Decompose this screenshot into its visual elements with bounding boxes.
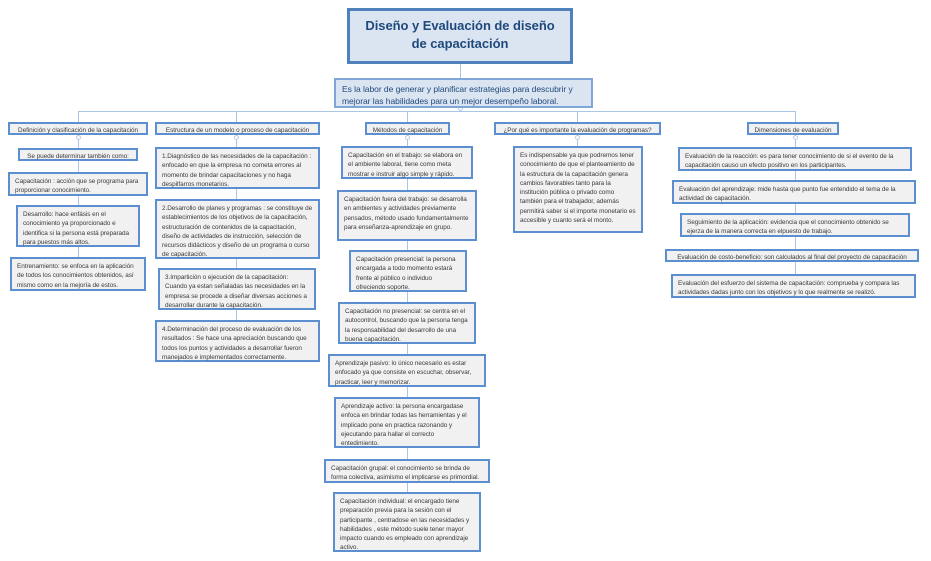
branch-header-label: Métodos de capacitación [372, 127, 443, 134]
branch-header-dimensiones[interactable] [747, 122, 839, 135]
topic-text: Evaluación de la reacción: es para tener conocimiento de si el evento de la capacitación causo un efecto positivo en los participantes. [685, 153, 894, 170]
topic-text: Capacitación grupal: el conocimiento se brinda de forma colectiva, asimismo el implicarse es primordial. [331, 465, 480, 482]
collapse-handle[interactable] [234, 135, 239, 140]
topic-text: Evaluación de costo-beneficio: son calculados al final del proyecto de capacitación [677, 254, 907, 261]
collapse-handle[interactable] [405, 135, 410, 140]
branch-header-metodos[interactable] [365, 122, 450, 135]
topic-text: Capacitación individual: el encargado tiene preparación previa para la sesión con el participante , centradose en las necesidades y habilidades , este método suele tener mayor impacto cuando es empleado con aprendizaje activo. [340, 498, 470, 552]
topic-node[interactable] [672, 180, 916, 204]
topic-node[interactable] [18, 148, 138, 161]
topic-node[interactable] [158, 268, 316, 310]
topic-node[interactable] [678, 147, 912, 171]
topic-node[interactable] [10, 257, 146, 291]
branch-header-estructura[interactable] [155, 122, 320, 135]
topic-node[interactable] [665, 249, 919, 262]
collapse-handle[interactable] [575, 135, 580, 140]
topic-text: Evaluación del esfuerzo del sistema de capacitación: comprueba y compara las actividades dadas junto con los objetivos y lo que realmente se realizó. [678, 280, 900, 297]
topic-text: Se puede determinar también como: [27, 153, 129, 160]
branch-header-label: Definición y clasificación de la capacitación [18, 127, 138, 134]
topic-node[interactable] [333, 492, 481, 552]
topic-node[interactable] [334, 397, 480, 448]
topic-text: Evaluación del aprendizaje: mide hasta que punto fue entendido el tema de la actividad de capacitación. [679, 186, 896, 203]
connector [407, 111, 408, 122]
topic-node[interactable] [16, 205, 140, 247]
collapse-handle[interactable] [76, 135, 81, 140]
root-title[interactable] [347, 8, 573, 64]
root-description-text: Es la labor de generar y planificar estrategias para descubrir y mejorar las habilidades para un mejor desempeño laboral. [342, 84, 573, 106]
topic-node[interactable] [324, 459, 490, 483]
topic-text: Capacitación en el trabajo: se elabora en el ambiente laboral, tiene como meta mostrar e instruir algo simple y rápido. [348, 152, 463, 178]
topic-text: 3.Impartición o ejecución de la capacitación: Cuando ya estan señaladas las necesidades en la empresa se procede a diseñar diversas acciones a desarrollar durante la capacitación. [165, 274, 307, 309]
topic-text: 2.Desarrollo de planes y programas : se constituye de establecimientos de los objetivos de la capacitación, estructuración de contenidos de la capacitación, diseño de actividades de instrucción, selección de recursos didácticos y diseño de un programa o curso de capacitación. [162, 205, 313, 259]
connector [78, 111, 79, 122]
topic-text: Entrenamiento: se enfoca en la aplicación de todos los conocimientos obtenidos, así mismo como en la mejoría de estos. [17, 263, 134, 289]
topic-text: Seguimiento de la aplicación: evidencia que el conocimiento obtenido se ejerza de la manera correcta en elpuesto de trabajo. [687, 219, 889, 236]
topic-node[interactable] [349, 250, 467, 292]
topic-text: 4.Determinación del proceso de evaluación de los resultados : Se hace una apreciación buscando que todos los puntos y actividades a desarrollar fueron manejados e implementados correctamente. [162, 326, 307, 361]
connector [236, 111, 237, 122]
topic-text: 1.Diagnóstico de las necesidades de la capacitación : enfocado en que la empresa no cometa errores al momento de brindar capacitaciones y no haga despilfarros monetarios. [162, 153, 312, 188]
branch-header-importancia[interactable] [494, 122, 661, 135]
branch-header-definicion[interactable] [8, 122, 148, 135]
topic-node[interactable] [155, 199, 320, 259]
connector [577, 111, 578, 122]
topic-node[interactable] [155, 147, 320, 189]
branch-header-label: Dimensiones de evaluación [754, 127, 832, 134]
topic-text: Capacitación fuera del trabajo: se desarrolla en ambientes y actividades previamente pensados, método usado fundamentalmente para enseñanza-aprendizaje en grupo. [344, 196, 469, 231]
topic-text: Desarrollo: hace enfásis en el conocimiento ya proporcionado e identifica si la persona está preparada para puestos más altos. [23, 211, 130, 246]
topic-node[interactable] [337, 190, 477, 241]
topic-node[interactable] [155, 320, 320, 362]
topic-text: Es indispensable ya que podremos tener conocimiento de que el planteamiento de la estructura de la capacitación genera cambios favorables tanto para la institución pública o privado como también para el trabajador, además permitirá saber si el importe monetario es accesible y cuanto será el monto. [520, 152, 636, 224]
connector [795, 111, 796, 122]
topic-text: Aprendizaje activo: la persona encargadase enfoca en brindar todas las herramientas y el implicado pone en practica razonando y ejecutando para hallar el correcto entedimiento. [341, 403, 467, 448]
topic-node[interactable] [8, 172, 148, 196]
branch-header-label: Estructura de un modelo o proceso de capacitación [165, 127, 310, 134]
topic-node[interactable] [680, 213, 910, 237]
topic-text: Capacitación : acción que se programa para proporcionar conocimiento. [15, 178, 139, 195]
connector [460, 64, 461, 78]
topic-node[interactable] [338, 302, 476, 344]
connector [78, 111, 795, 112]
topic-text: Aprendizaje pasivo: lo único necesario es estar enfocado ya que consiste en escuchar, observar, practicar, leer y memorizar. [335, 360, 472, 386]
topic-node[interactable] [671, 274, 916, 298]
branch-header-label: ¿Por qué es importante la evaluación de programas? [503, 127, 652, 134]
topic-node[interactable] [513, 146, 643, 233]
root-description[interactable] [334, 78, 593, 108]
topic-node[interactable] [341, 146, 473, 179]
topic-node[interactable] [328, 354, 486, 387]
topic-text: Capacitación no presencial: se centra en el autocontrol, buscando que la persona tenga la responsabilidad del desarrollo de una buena capacitación. [345, 308, 468, 343]
root-title-text: Diseño y Evaluación de diseño de capacitación [365, 18, 555, 51]
topic-text: Capacitación presencial: la persona encargada a todo momento estará frente al público o individuo ofreciendo soporte. [356, 256, 456, 291]
collapse-handle[interactable] [793, 135, 798, 140]
